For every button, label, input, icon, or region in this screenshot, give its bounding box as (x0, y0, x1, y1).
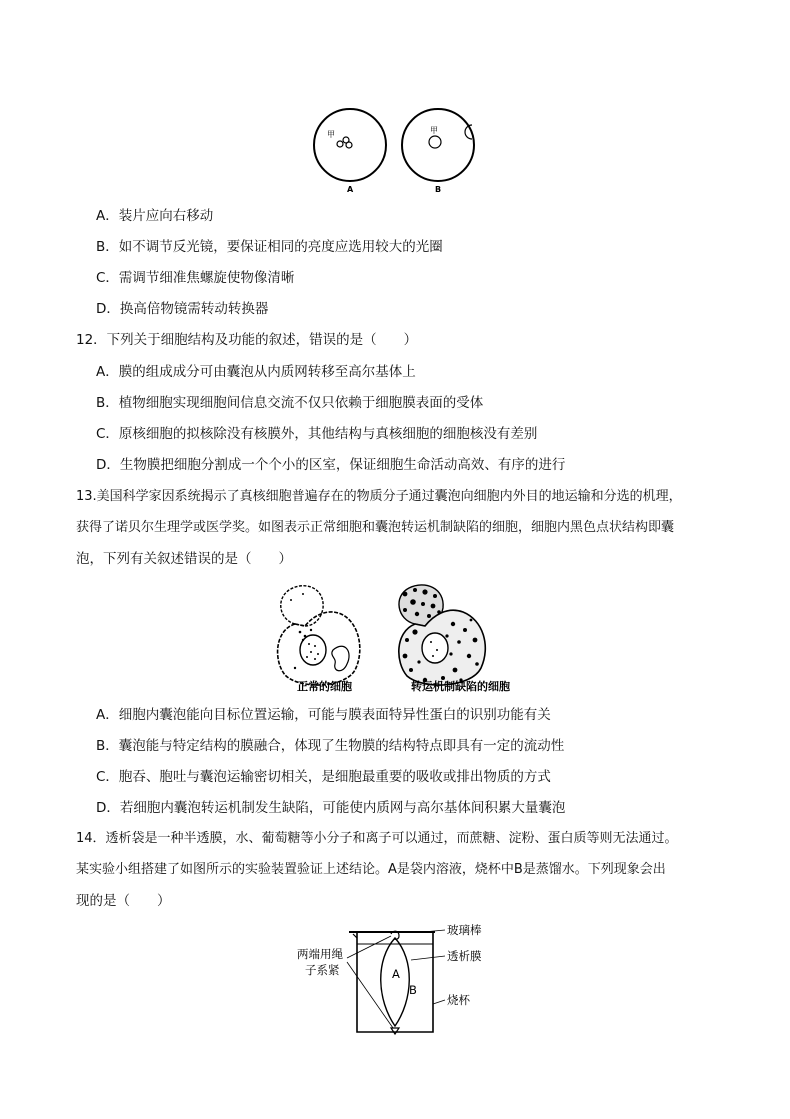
q13-option-a: A．细胞内囊泡能向目标位置运输，可能与膜表面特异性蛋白的识别功能有关 (96, 707, 551, 723)
q13-stem-line-3: 泡，下列有关叙述错误的是（ ） (76, 551, 292, 567)
glass-rod-label: 玻璃棒 (447, 923, 482, 937)
q14-stem-line-2: 某实验小组搭建了如图所示的实验装置验证上述结论。A是袋内溶液，烧杯中B是蒸馏水。下列现象会出 (76, 862, 666, 877)
membrane-label: 透析膜 (447, 949, 482, 963)
normal-cell-drawing (278, 586, 360, 693)
defective-cell-drawing (399, 585, 510, 693)
normal-cell-caption: 正常的细胞 (297, 680, 352, 693)
field-a-cell (346, 142, 352, 148)
microscope-field-figure (300, 104, 500, 196)
q13-option-c: C．胞吞、胞吐与囊泡运输密切相关，是细胞最重要的吸收或排出物质的方式 (96, 769, 551, 785)
q13-stem-line-1: 13.美国科学家因系统揭示了真核细胞普遍存在的物质分子通过囊泡向细胞内外目的地运输和分选的机理， (76, 489, 682, 504)
dialysis-bag (381, 938, 410, 1026)
q11-option-b: B．如不调节反光镜，要保证相同的亮度应选用较大的光圈 (96, 239, 443, 255)
cell-vesicle-figure (255, 580, 530, 695)
q14-stem-line-3: 现的是（ ） (76, 893, 171, 909)
tie-bottom (391, 1028, 399, 1034)
field-a-circle (314, 109, 386, 181)
dialysis-apparatus-figure (295, 920, 510, 1045)
solution-b-label: B (409, 983, 417, 997)
q11-option-c: C．需调节细准焦螺旋使物像清晰 (96, 270, 295, 286)
defective-cell-caption: 转运机制缺陷的细胞 (411, 680, 510, 693)
field-b-mark: 甲 (430, 126, 438, 135)
q13-stem-line-2: 获得了诺贝尔生理学或医学奖。如图表示正常细胞和囊泡转运机制缺陷的细胞，细胞内黑色点状结构即囊 (76, 520, 675, 535)
field-b-circle (402, 109, 474, 181)
field-a-mark: 甲 (327, 130, 335, 139)
q12-option-b: B．植物细胞实现细胞间信息交流不仅只依赖于细胞膜表面的受体 (96, 395, 484, 411)
q11-option-d: D．换高倍物镜需转动转换器 (96, 301, 269, 317)
q12-option-a: A．膜的组成成分可由囊泡从内质网转移至高尔基体上 (96, 364, 416, 380)
q13-option-b: B．囊泡能与特定结构的膜融合，体现了生物膜的结构特点即具有一定的流动性 (96, 738, 565, 754)
field-a-cell (337, 141, 343, 147)
q12-option-c: C．原核细胞的拟核除没有核膜外，其他结构与真核细胞的细胞核没有差别 (96, 426, 538, 442)
q11-option-a: A．装片应向右移动 (96, 208, 214, 224)
q13-option-d: D．若细胞内囊泡转运机制发生缺陷，可能使内质网与高尔基体间积累大量囊泡 (96, 800, 566, 816)
field-b-label: B (435, 185, 442, 194)
q14-stem-line-1: 14．透析袋是一种半透膜，水、葡萄糖等小分子和离子可以通过，而蔗糖、淀粉、蛋白质等则无法通过。 (76, 831, 678, 846)
field-b-cell (429, 136, 441, 148)
tie-label-line-1: 两端用绳 (297, 947, 343, 961)
solution-a-label: A (392, 967, 400, 981)
field-a-label: A (347, 185, 354, 194)
tie-label-line-2: 子系紧 (305, 963, 340, 977)
beaker-label: 烧杯 (447, 993, 470, 1007)
q12-stem: 12．下列关于细胞结构及功能的叙述，错误的是（ ） (76, 332, 418, 348)
q12-option-d: D．生物膜把细胞分割成一个个小的区室，保证细胞生命活动高效、有序的进行 (96, 457, 566, 473)
